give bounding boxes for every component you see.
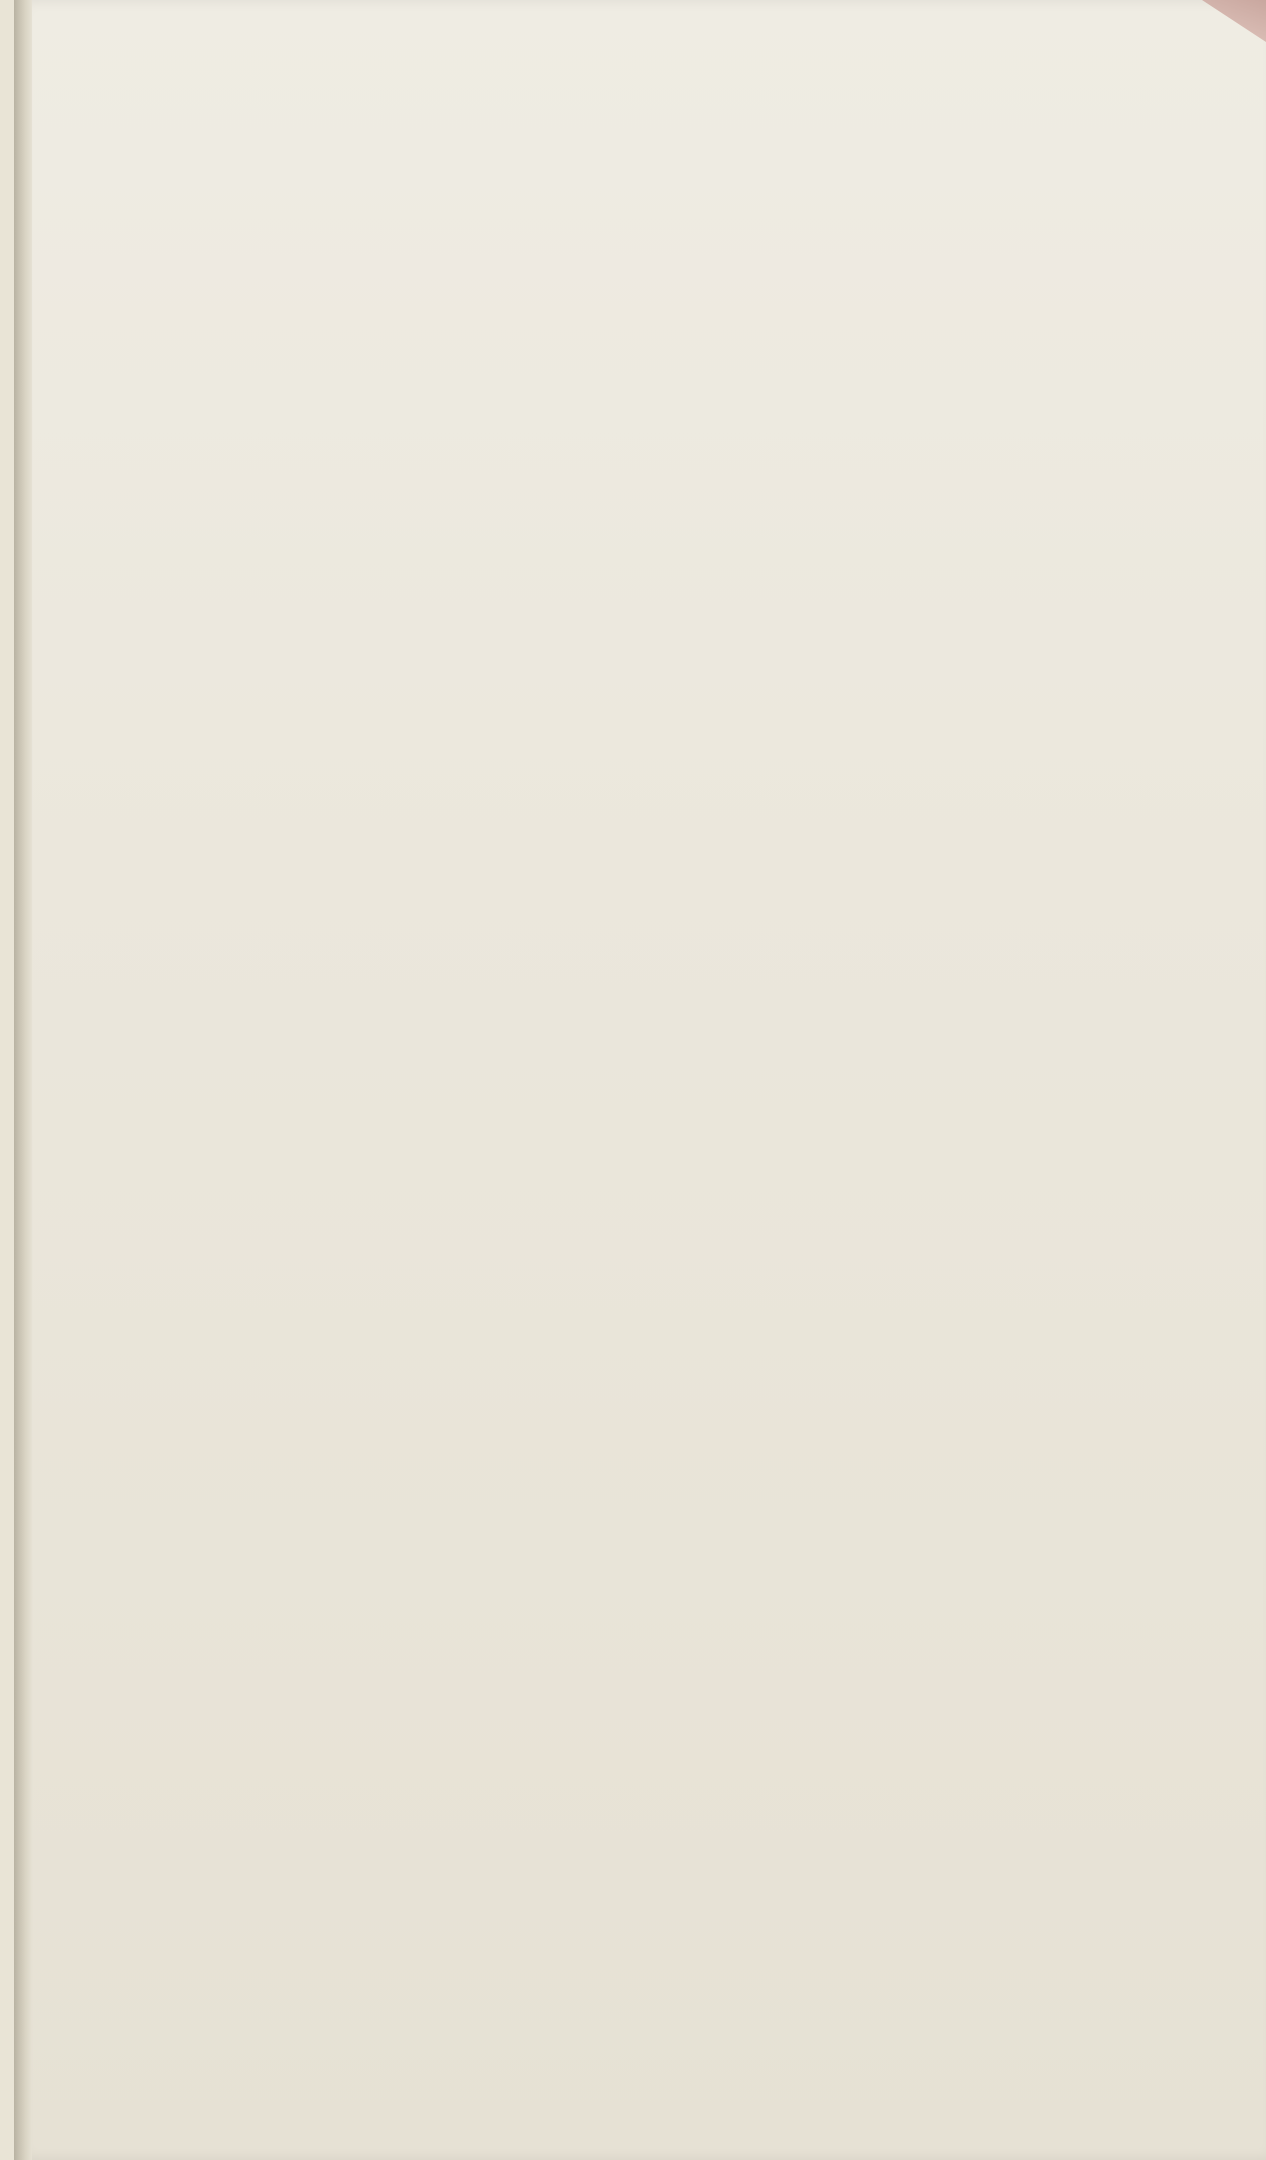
- page-binding-edge: [14, 0, 32, 2160]
- corner-tab: [1186, 0, 1266, 42]
- document-page: [14, 0, 1266, 2160]
